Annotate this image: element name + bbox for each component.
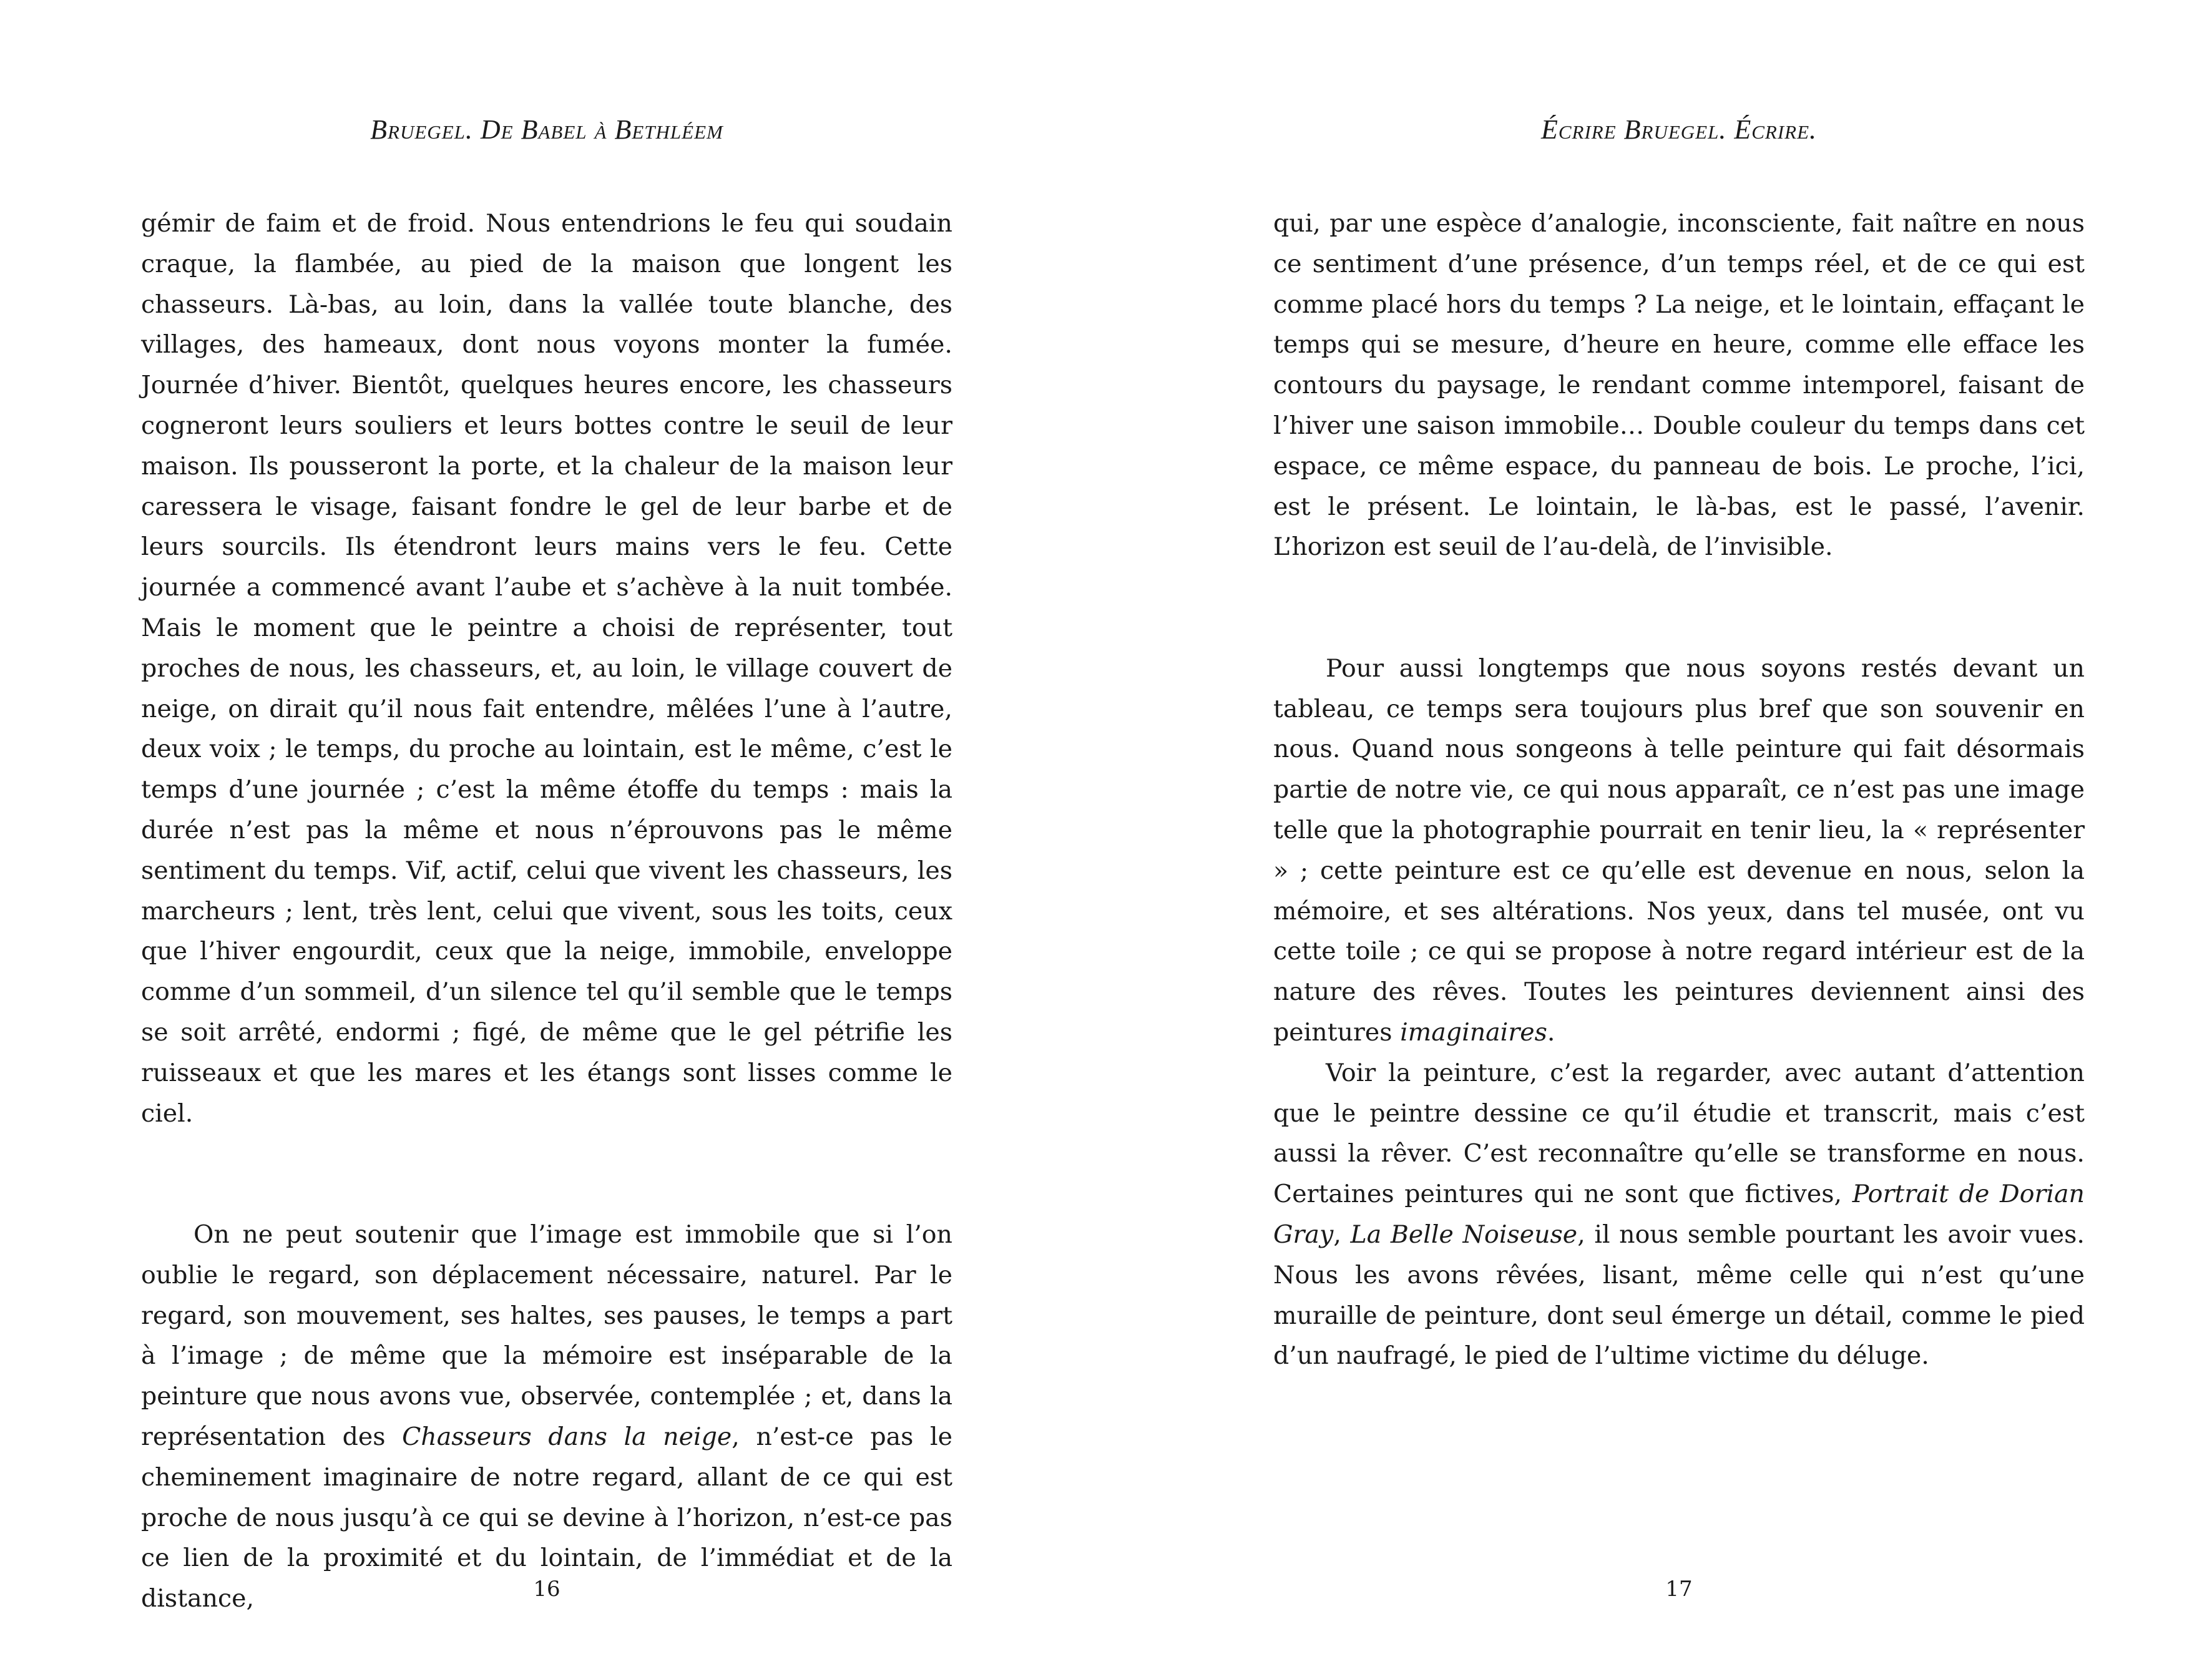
paragraph: [141, 1215, 952, 1619]
paragraph: [1273, 1053, 2085, 1376]
running-head-right: [1273, 111, 2085, 149]
paragraph-text: , n’est-ce pas le cheminement imaginaire de notre regard, allant de ce qui est proche de nous jusqu’à ce qui se devine à l’horizon, n’est-ce pas ce lien de la proximité et du lointain, de l’immédiat et de la distance,: [141, 1422, 952, 1613]
paragraph-text: .: [1547, 1017, 1555, 1047]
body-text-right: [1273, 203, 2085, 1376]
artwork-title: La Belle Noiseuse: [1350, 1220, 1578, 1249]
section-break: [1273, 567, 2085, 648]
paragraph: gémir de faim et de froid. Nous entendrions le feu qui soudain craque, la flambée, au pied de la maison que longent les chasseurs. Là-bas, au loin, dans la vallée toute blanche, des villages, des hameaux, dont nous voyons monter la fumée. Journée d’hiver. Bientôt, quelques heures encore, les chasseurs cogneront leurs souliers et leurs bottes contre le seuil de leur maison. Ils pousseront la porte, et la chaleur de la maison leur caressera le visage, faisant fondre le gel de leur barbe et de leurs sourcils. Ils étendront leurs mains vers le feu. Cette journée a commencé avant l’aube et s’achève à la nuit tombée. Mais le moment que le peintre a choisi de représenter, tout proches de nous, les chasseurs, et, au loin, le village couvert de neige, on dirait qu’il nous fait entendre, mêlées l’une à l’autre, deux voix ; le temps, du proche au lointain, est le même, c’est le temps d’une journée ; c’est la même étoffe du temps : mais la durée n’est pas la même et nous n’éprouvons pas le même sentiment du temps. Vif, actif, celui que vivent les chasseurs, les marcheurs ; lent, très lent, celui que vivent, sous les toits, ceux que l’hiver engourdit, ceux que la neige, immobile, enveloppe comme d’un sommeil, d’un silence tel qu’il semble que le temps se soit arrêté, endormi ; figé, de même que le gel pétrifie les ruisseaux et que les mares et les étangs sont lisses comme le ciel.: [141, 209, 952, 1128]
paragraph-text: Pour aussi longtemps que nous soyons restés devant un tableau, ce temps sera toujours plus bref que son souvenir en nous. Quand nous songeons à telle peinture qui fait désormais partie de notre vie, ce qui nous apparaît, ce n’est pas une image telle que la photographie pourrait en tenir lieu, la « représenter » ; cette peinture est ce qu’elle est devenue en nous, selon la mémoire, et ses altérations. Nos yeux, dans tel musée, ont vu cette toile ; ce qui se propose à notre regard intérieur est de la nature des rêves. Toutes les peintures deviennent ainsi des peintures: [1273, 653, 2085, 1047]
artwork-title: Portrait de Dorian Gray: [1273, 1180, 2085, 1249]
running-head-left: [141, 111, 952, 149]
page-number-right: 17: [1665, 1577, 1693, 1602]
paragraph: qui, par une espèce d’analogie, inconsciente, fait naître en nous ce sentiment d’une présence, d’un temps réel, et de ce qui est comme placé hors du temps ? La neige, et le lointain, effaçant le temps qui se mesure, d’heure en heure, comme elle efface les contours du paysage, le rendant comme intemporel, faisant de l’hiver une saison immobile… Double couleur du temps dans cet espace, ce même espace, du panneau de bois. Le proche, l’ici, est le présent. Le lointain, le là-bas, est le passé, l’avenir. L’horizon est seuil de l’au-delà, de l’invisible.: [1273, 209, 2085, 562]
paragraph-text: , il nous semble pourtant les avoir vues. Nous les avons rêvées, lisant, même celle qui n’est qu’une muraille de peinture, dont seul émerge un détail, comme le pied d’un naufragé, le pied de l’ultime victime du déluge.: [1273, 1220, 2085, 1371]
running-head-left-text: Bruegel. De Babel à Bethléem: [370, 114, 723, 145]
body-text-left: [141, 203, 952, 1619]
paragraph-text: On ne peut soutenir que l’image est immobile que si l’on oublie le regard, son déplacement nécessaire, naturel. Par le regard, son mouvement, ses haltes, ses pauses, le temps a part à l’image ; de même que la mémoire est inséparable de la peinture que nous avons vue, observée, contemplée ; et, dans la représentation des: [141, 1220, 952, 1451]
right-page: [1106, 0, 2212, 1659]
paragraph-text: ,: [1333, 1220, 1351, 1249]
artwork-title: Chasseurs dans la neige: [402, 1422, 732, 1451]
emphasis-word: imaginaires: [1400, 1017, 1547, 1047]
paragraph-text: Voir la peinture, c’est la regarder, avec autant d’attention que le peintre dessine ce qu’il étudie et transcrit, mais c’est aussi la rêver. C’est reconnaître qu’elle se transforme en nous. Certaines peintures qui ne sont que fictives,: [1273, 1058, 2085, 1209]
paragraph: [1273, 648, 2085, 1053]
section-break: [141, 1133, 952, 1215]
running-head-right-text: Écrire Bruegel. Écrire.: [1540, 114, 1818, 145]
page-number-left: 16: [533, 1577, 560, 1602]
